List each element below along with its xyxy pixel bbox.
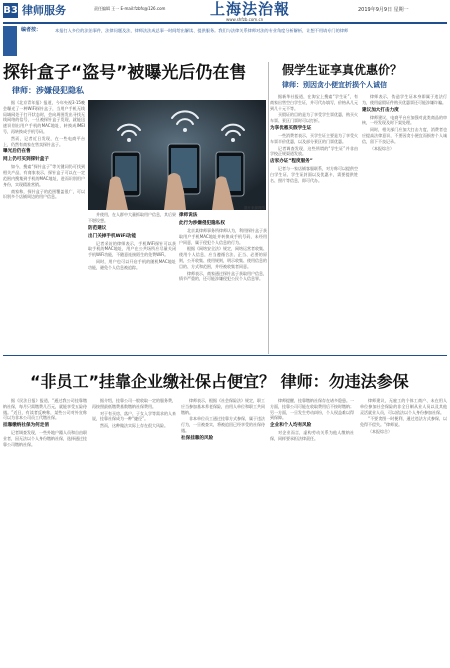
article1-column-2 [88,212,176,352]
site-url: www.shfzb.com.cn [226,17,264,22]
paragraph: 同时，相关部门应加大打击力度，消费者也应提高法律意识，不要因贪小便宜而损害个人诚信，留下不良记录。 [362,127,447,144]
article1-subhead: 律师：涉嫌侵犯隐私 [12,86,84,95]
paragraph: 然而，这种做法实际上存在很大风险。 [100,423,168,429]
newspaper-masthead: 上海法治報 [210,0,291,18]
paragraph: 北京某律师事务所律师认为，利用探针盒子获取用户手机MAC地址并转换成手机号码，未经用户同意，属于侵犯个人信息的行为。 [179,228,267,245]
paragraph: 商家称，探针盒子的范围覆盖很广，可以识别多个店铺周边的用户信息。 [3,188,85,200]
page-number: B3 [3,5,18,16]
paragraph: 律师建议，电商平台应加强对此类商品的审核，一经发现及时下架处理。 [362,114,447,126]
article2-column-2 [362,94,447,352]
article1-column-1 [3,100,85,352]
article3-column-3 [181,398,265,666]
section-heading: 社保挂靠的风险 [181,435,214,441]
section-kicker: 律师说法 [179,213,198,218]
paragraph: 据介绍，挂靠公司一般收取一定的服务费，再按照最低缴费基数缴纳社保费用。 [92,398,176,409]
article3-column-1 [3,398,87,666]
paragraph: 律师表示，根据《社会保险法》规定，职工应当参加基本养老保险，由用人单位和职工共同缴纳。 [181,398,265,415]
section-title: 律师服务 [22,4,66,17]
section-heading: 企业和个人均有风险 [270,423,312,429]
editor-note-title: 编者按： [21,27,42,33]
paragraph: 据《民法日报》报道，“通过我公司挂靠缴纳社保，每月只需缴费几百元，就能享受五险待遇。”近日，有读者反映称，某些公司对外宣称可以为非本公司员工代缴社保。 [3,398,87,421]
article3-column-4 [270,398,354,666]
paragraph: 根据《网络安全法》规定，网络运营者收集、使用个人信息，应当遵循合法、正当、必要的原则，公开收集、使用规则，明示收集、使用信息的目的、方式和范围，并经被收集者同意。 [179,246,267,269]
section-heading: 出门关掉手机WiFi功能 [88,233,137,239]
header-divider [3,22,447,24]
article2-column-1 [270,94,358,352]
article3-column-2 [92,398,176,666]
paragraph: 律师提醒，挂靠缴纳社保存在诸多隐患。一方面，挂靠公司可能在收取费用后不按时缴纳；另一方面，一旦发生劳动纠纷，个人权益难以得到保障。 [270,398,354,421]
paragraph: 律师建议，无雇工的个体工商户、未在用人单位参加社会保险的非全日制从业人员以及其他灵活就业人员，可以依法以个人身份参加社保。 [360,398,447,415]
editor-note [3,26,447,56]
page-header [0,0,450,22]
article1-photo [88,100,266,210]
source-note: （本报综合） [370,145,394,151]
article2-subhead: 律师：别因贪小便宜折损个人诚信 [282,81,387,89]
paragraph: 据《北京青年报》报道，今年央视3·15晚会曝光了一种WiFi探针盒子，当用户手机无线局域网处于打开状态时，会向周围发出寻找无线网络的信号，一旦被探针盒子发现，就能迅速识别出用户手机的MAC地址，转换成IMEI号，再转换成手机号码。 [3,100,85,134]
section-heading: 建议加大打击力度 [362,107,399,113]
article3-column-5 [360,398,447,666]
paragraph: “不要贪图一时便利，通过违法方式参保，以免得不偿失。”律师说。 [360,416,447,428]
column-divider [268,62,269,354]
section-heading: 网上仍可买到探针盒子 [3,157,49,163]
section-heading: 为享优惠买假学生证 [270,125,312,131]
photo-caption: 图片来源网络 [244,206,265,210]
paragraph: 对企业而言，虚构劳动关系为他人缴纳社保，同样要承担法律责任。 [270,430,354,441]
article3-headline: “非员工”挂靠企业缴社保占便宜？ 律师：勿违法参保 [30,372,409,391]
note-accent-bar [3,26,17,56]
paragraph: 非本单位员工通过挂靠方式参保，属于违法行为，一旦被查实，将被追回已经享受的社保待遇。 [181,416,265,433]
article1-headline: 探针盒子“盗号”被曝光后仍在售 [3,63,247,83]
paragraph: 买假证的目的是为了享受学生票优惠，购买火车票、景区门票时可以打折。 [270,112,358,124]
paragraph: 据新华社报道，在淘宝上搜索“学生证”，有商家出售空白学生证，并可代办填写，价格从几元到几十元不等。 [270,94,358,111]
paragraph: 记者调查发现，一些外地户籍人员和自由职业者，因无法以个人身份缴纳社保，选择通过挂靠公司缴纳社保。 [3,430,87,447]
section-divider [3,355,447,356]
paragraph: 记者采访的律师表示，手机WiFi探针可以获取手机的MAC地址，用户在公共场所应尽量关闭手机WiFi功能，不随意连接陌生的免费WiFi。 [88,240,176,258]
paragraph: 一些消费者表示，买学生证主要是为了享受火车票半价优惠，以及部分景区的门票优惠。 [270,132,358,144]
section-kicker: 防范建议 [88,225,107,231]
paragraph: 律师表示，商家通过探针盒子获取用户信息，情节严重的，还可能涉嫌侵犯公民个人信息罪。 [179,270,267,282]
article2-headline: 假学生证享真优惠价？ [282,63,403,77]
paragraph: 如今，搜索“探针盒子”等关键词仍可找到相关产品，有商家表示，探针盒子可以在一定范围内搜集到手机的MAC地址，进而识别用户身份，实现精准营销。 [3,164,85,187]
article1-column-3 [179,212,267,352]
publication-date: 2019年9月9日 星期一 [358,7,409,13]
source-note: （本报综合） [368,428,392,434]
paragraph: 然而，记者近日发现，在一些电商平台上，仍然有商家在售卖探针盒子。 [3,135,85,147]
paragraph: 并使用，在人群中大量抓取用户信息，其后果不堪设想。 [88,212,176,223]
section-heading: 店家办证“程度服务” [270,159,313,165]
paragraph: 记者与一家店铺客服联系，对方称可以提供空白学生证、学生证封面以及优惠卡，需要提供姓名、照片等信息，即可代办。 [270,166,358,183]
section-heading: 此行为涉嫌侵犯隐私权 [179,221,225,226]
paragraph: 对于有买房、落户、子女入学等需求的人来说，挂靠社保成为一种“捷径”。 [92,410,176,422]
editor-note-text: 本报打入多位的法治事件，法律问题及法、律师法法成总事一时间给出解读、提供服务。我们与法律关系律师对法的专业角度分析解析，让想不用请专门的律师 [55,28,349,33]
hands-phones-wifi-illustration [88,100,266,210]
section-heading: 挂靠缴纳社保为何走俏 [3,423,49,429]
paragraph: 律师表示，伪造学生证本身即属于违法行为，使用虚假证件购买优惠票还可能涉嫌诈骗。 [362,94,447,105]
section-kicker: 曝光后仍在售 [3,149,31,155]
paragraph: 记者调查发现，这些所谓的“学生证”并非由学校正规渠道发放。 [270,145,358,157]
editor-info: 责任编辑 王一 E-mail:fzbfs@126.com [94,6,166,11]
paragraph: 同时，用户也可以开启手机的随机MAC地址功能，避免个人信息被追踪。 [88,258,176,270]
